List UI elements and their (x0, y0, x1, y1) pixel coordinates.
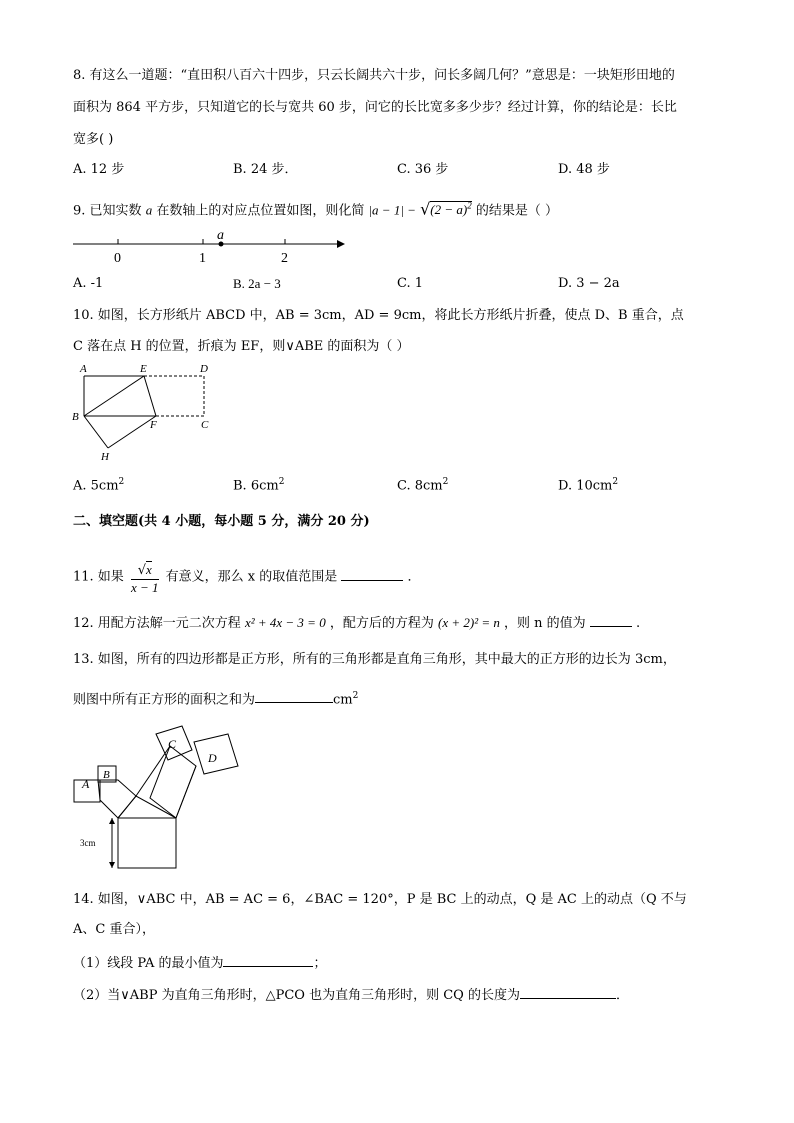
q9-prefix: 9. 已知实数 (73, 203, 142, 219)
q10-option-b: B. $6cm^2$ (233, 477, 285, 494)
q13-line1: 13. 如图，所有的四边形都是正方形，所有的三角形都是直角三角形，其中最大的正方形的边长为 3cm， (73, 652, 676, 667)
section-title: 二、填空题(共 4 小题，每小题 5 分，满分 20 分) (73, 514, 370, 529)
q10-label-e: E (140, 363, 147, 375)
q13-label-c: C (168, 737, 177, 751)
q12-stem: 12. 用配方法解一元二次方程 x² + 4x − 3 = 0 ，配方后的方程为 (x + 2)² = n ，则 n 的值为 . (73, 612, 640, 634)
q12-equation: x² + 4x − 3 = 0 (244, 615, 326, 630)
q8-line1: 8. 有这么一道题：“直田积八百六十四步，只云长阔共六十步，问长多阔几何？”意思是：一块矩形田地的 (73, 68, 675, 83)
q10-line2: C 落在点 H 的位置，折痕为 EF，则∨ABE 的面积为（ ） (73, 339, 410, 354)
q9-option-d: D. 3 − 2a (558, 276, 620, 291)
q11-prefix: 11. 如果 (73, 569, 124, 585)
q9-mid: 在数轴上的对应点位置如图，则化简 (156, 203, 365, 219)
q9-expr2: $(2 - a)^2$ (430, 201, 472, 218)
q14-part2: （2）当∨ABP 为直角三角形时，△PCO 也为直角三角形时，则 CQ 的长度为 ． (73, 984, 629, 1006)
q10-label-a: A (80, 363, 87, 375)
q14-part2-blank[interactable] (520, 984, 616, 999)
q10-option-a: A. $5cm^2$ (73, 477, 125, 494)
q12-answer-blank[interactable] (590, 612, 632, 627)
q14-part1: （1）线段 PA 的最小值为 ； (73, 952, 327, 974)
q8-line3: 宽多( ) (73, 132, 114, 147)
q9-tick-2: 2 (281, 251, 288, 266)
q11-answer-blank[interactable] (341, 566, 403, 581)
q13-label-d: D (208, 751, 217, 765)
q8-option-b: B. 24 步． (233, 162, 298, 177)
q13-answer-blank[interactable] (255, 688, 333, 703)
q10-label-d: D (200, 363, 208, 375)
q10-label-b: B (72, 411, 79, 423)
q9-expr1: |a − 1| − (368, 202, 416, 218)
q10-label-f: F (150, 419, 157, 431)
q8-option-c: C. 36 步 (397, 162, 449, 177)
q13-label-b: B (103, 769, 110, 781)
q9-option-a: A. -1 (73, 276, 104, 291)
q9-point-label: a (217, 228, 224, 243)
q14-line2: A、C 重合）， (73, 922, 155, 937)
q9-suffix: 的结果是（ ） (475, 203, 558, 219)
q9-sqrt: √ (420, 199, 431, 219)
q10-label-h: H (101, 451, 109, 463)
q13-line2: 则图中所有正方形的面积之和为 $cm^2$ (73, 686, 358, 710)
q9-tick-0: 0 (114, 251, 121, 266)
q13-label-3cm: 3cm (80, 838, 96, 848)
q9-option-b: B. 2a − 3 (233, 276, 281, 291)
q13-label-a: A (82, 777, 90, 791)
q10-figure (70, 362, 220, 466)
q8-option-d: D. 48 步 (558, 162, 610, 177)
q8-line2: 面积为 864 平方步，只知道它的长与宽共 60 步，问它的长比宽多多少步？经过计算，你的结论是：长比 (73, 100, 677, 115)
q9-stem (73, 196, 558, 221)
q10-option-d: D. $10cm^2$ (558, 477, 619, 494)
q11-stem: 11. 如果 $\frac{√x}{x - 1}$ 有意义，那么 x 的取值范围是 ． (73, 562, 421, 595)
q10-option-c: C. $8cm^2$ (397, 477, 449, 494)
q14-line1: 14. 如图，∨ABC 中，AB = AC = 6，∠BAC = 120°，P 是 BC 上的动点，Q 是 AC 上的动点（Q 不与 (73, 892, 687, 907)
q13-figure (70, 720, 250, 872)
q9-number-line (73, 228, 353, 268)
q9-var-a: a (145, 202, 153, 218)
q10-label-c: C (201, 419, 209, 431)
q9-option-c: C. 1 (397, 276, 424, 291)
q8-option-a: A. 12 步 (73, 162, 125, 177)
q11-suffix: 有意义，那么 x 的取值范围是 (165, 569, 338, 585)
q11-fraction: $\frac{√x}{x - 1}$ (130, 562, 159, 595)
q10-line1: 10. 如图，长方形纸片 ABCD 中，AB = 3cm，AD = 9cm，将此长方形纸片折叠，使点 D、B 重合，点 (73, 308, 684, 323)
q12-equation2: (x + 2)² = n (438, 615, 500, 630)
q9-tick-1: 1 (199, 251, 206, 266)
q14-part1-blank[interactable] (223, 952, 313, 967)
